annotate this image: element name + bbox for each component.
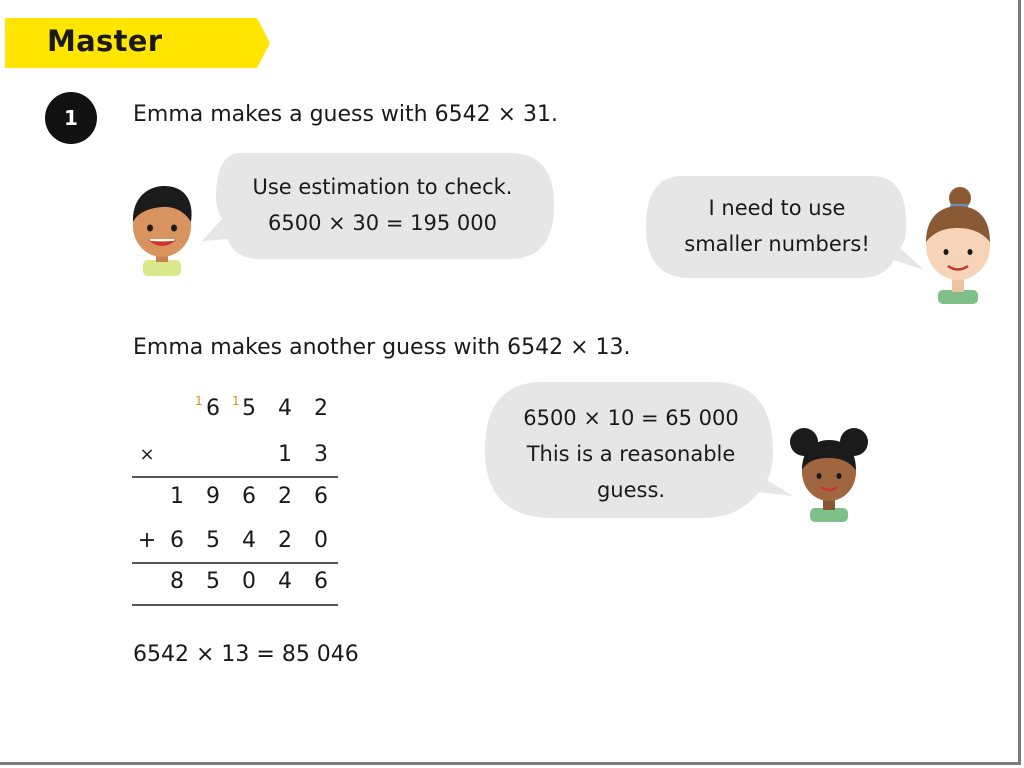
question-line-1: Emma makes a guess with 6542 × 31.	[133, 102, 558, 127]
digit: 9	[206, 484, 220, 509]
carry-digit: 1	[232, 394, 240, 408]
banner-title: Master	[47, 24, 163, 58]
bubble-girl-bottom-line-1: 6500 × 10 = 65 000	[523, 406, 739, 430]
digit: 4	[242, 528, 256, 553]
digit: 6	[314, 484, 328, 509]
bubble-boy-line-1: Use estimation to check.	[252, 175, 513, 199]
speech-bubble-girl-right	[642, 172, 927, 284]
digit: 5	[242, 396, 256, 421]
digit: 5	[206, 569, 220, 594]
digit: 2	[314, 396, 328, 421]
girl-puffs-face-icon	[790, 424, 870, 522]
digit: 4	[278, 569, 292, 594]
question-line-2: Emma makes another guess with 6542 × 13.	[133, 335, 631, 360]
carry-digit: 1	[195, 394, 203, 408]
bubble-girl-right-line-1: I need to use	[708, 196, 846, 220]
bubble-girl-right-line-2: smaller numbers!	[684, 232, 870, 256]
digit: 3	[314, 442, 328, 467]
digit: 8	[170, 569, 184, 594]
boy-face-icon	[128, 182, 198, 278]
digit: 5	[206, 528, 220, 553]
bubble-girl-bottom-line-2: This is a reasonable	[526, 442, 736, 466]
digit: 2	[278, 484, 292, 509]
speech-bubble-boy	[200, 147, 560, 265]
master-banner	[5, 18, 270, 68]
digit: 1	[170, 484, 184, 509]
digit: 6	[170, 528, 184, 553]
question-number-badge: 1	[45, 92, 97, 144]
calc-rule	[132, 476, 338, 478]
digit: 6	[206, 396, 220, 421]
girl-bun-face-icon	[922, 186, 994, 304]
digit: 6	[242, 484, 256, 509]
plus-sign: +	[137, 528, 157, 553]
bubble-girl-bottom-line-3: guess.	[596, 478, 666, 502]
digit: 1	[278, 442, 292, 467]
answer-line: 6542 × 13 = 85 046	[133, 642, 359, 667]
digit: 4	[278, 396, 292, 421]
digit: 6	[314, 569, 328, 594]
digit: 2	[278, 528, 292, 553]
multiply-sign: ×	[139, 444, 155, 465]
speech-bubble-girl-bottom	[483, 378, 795, 524]
digit: 0	[314, 528, 328, 553]
bubble-boy-line-2: 6500 × 30 = 195 000	[268, 211, 497, 235]
calc-rule	[132, 604, 338, 606]
digit: 0	[242, 569, 256, 594]
column-multiplication	[132, 388, 342, 618]
calc-rule	[132, 562, 338, 564]
